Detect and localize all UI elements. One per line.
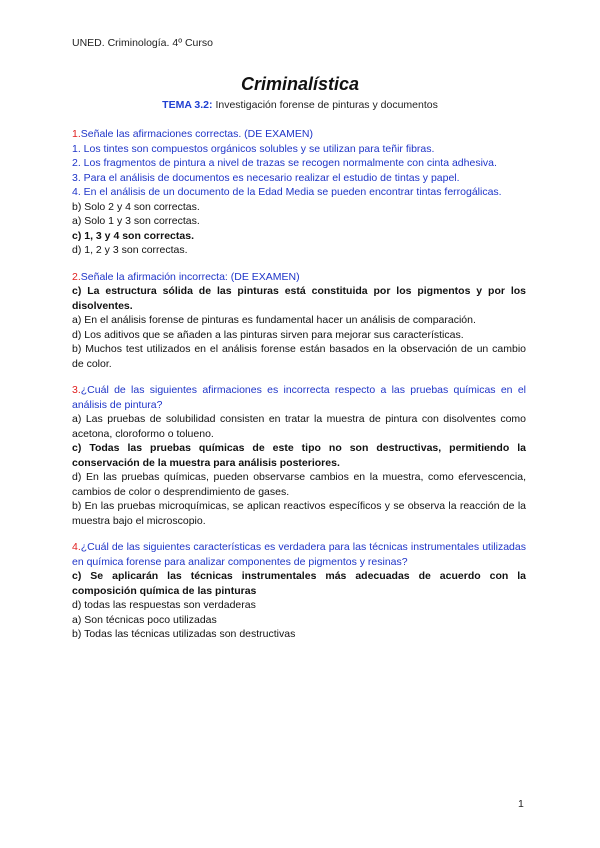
correct-answer-option: c) La estructura sólida de las pinturas está constituida por los pigmentos y por los disolventes. [72,285,526,312]
questions-list [72,127,526,654]
page-subtitle [0,99,600,111]
answer-option: d) Los aditivos que se añaden a las pinturas sirven para mejorar sus características. [72,328,464,341]
statement: 3. Para el análisis de documentos es necesario realizar el estudio de tintas y papel. [72,171,460,184]
answer-option: d) 1, 2 y 3 son correctas. [72,244,188,256]
statement: 1. Los tintes son compuestos orgánicos solubles y se utilizan para teñir fibras. [72,142,435,155]
correct-answer-option: c) Todas las pruebas químicas de este tipo no son destructivas, permitiendo la conservación de la muestra para análisis posteriores. [72,442,526,469]
answer-option: b) Solo 2 y 4 son correctas. [72,200,200,213]
correct-answer-option: c) 1, 3 y 4 son correctas. [72,229,194,242]
question-text: ¿Cuál de las siguientes afirmaciones es incorrecta respecto a las pruebas químicas en el análisis de pintura? [72,384,526,411]
answer-option: b) Todas las técnicas utilizadas son destructivas [72,628,296,640]
question-4 [72,540,526,642]
answer-option: a) Solo 1 y 3 son correctas. [72,215,200,227]
question-number: 3. [72,384,81,396]
question-number: 4. [72,541,81,553]
page-header: UNED. Criminología. 4º Curso [72,37,213,49]
question-text: Señale las afirmaciones correctas. (DE EXAMEN) [80,128,314,140]
answer-option: a) En el análisis forense de pinturas es fundamental hacer un análisis de comparación. [72,314,476,326]
question-text: Señale la afirmación incorrecta: (DE EXAMEN) [80,270,300,283]
question-text: ¿Cuál de las siguientes características es verdadera para las técnicas instrumentales utilizadas en química forense para analizar componentes de pigmentos y resinas? [72,541,526,568]
statement: 4. En el análisis de un documento de la Edad Media se pueden encontrar tintas ferrogálicas. [72,186,502,198]
question-3 [72,383,526,528]
correct-answer-option: c) Se aplicarán las técnicas instrumentales más adecuadas de acuerdo con la composición química de las pinturas [72,570,526,597]
question-1 [72,127,526,258]
answer-option: b) En las pruebas microquímicas, se aplican reactivos específicos y se observa la reacción de la muestra bajo el microscopio. [72,500,526,527]
answer-option: b) Muchos test utilizados en el análisis forense están basados en la observación de un cambio de color. [72,343,526,370]
answer-option: a) Son técnicas poco utilizadas [72,613,217,626]
answer-option: d) En las pruebas químicas, pueden observarse cambios en la muestra, como efervescencia, cambios de color o desprendimiento de gases. [72,471,526,498]
statement: 2. Los fragmentos de pintura a nivel de trazas se recogen normalmente con cinta adhesiva. [72,157,497,169]
answer-option: d) todas las respuestas son verdaderas [72,599,256,611]
answer-option: a) Las pruebas de solubilidad consisten en tratar la muestra de pintura con disolventes como acetona, cloroformo o tolueno. [72,413,526,440]
topic-text: Investigación forense de pinturas y documentos [215,99,438,111]
question-2 [72,270,526,372]
page-number: 1 [518,798,524,810]
page-title: Criminalística [240,74,360,94]
topic-label: TEMA 3.2: [162,99,213,111]
question-number: 2. [72,270,81,283]
question-number: 1. [72,128,81,140]
